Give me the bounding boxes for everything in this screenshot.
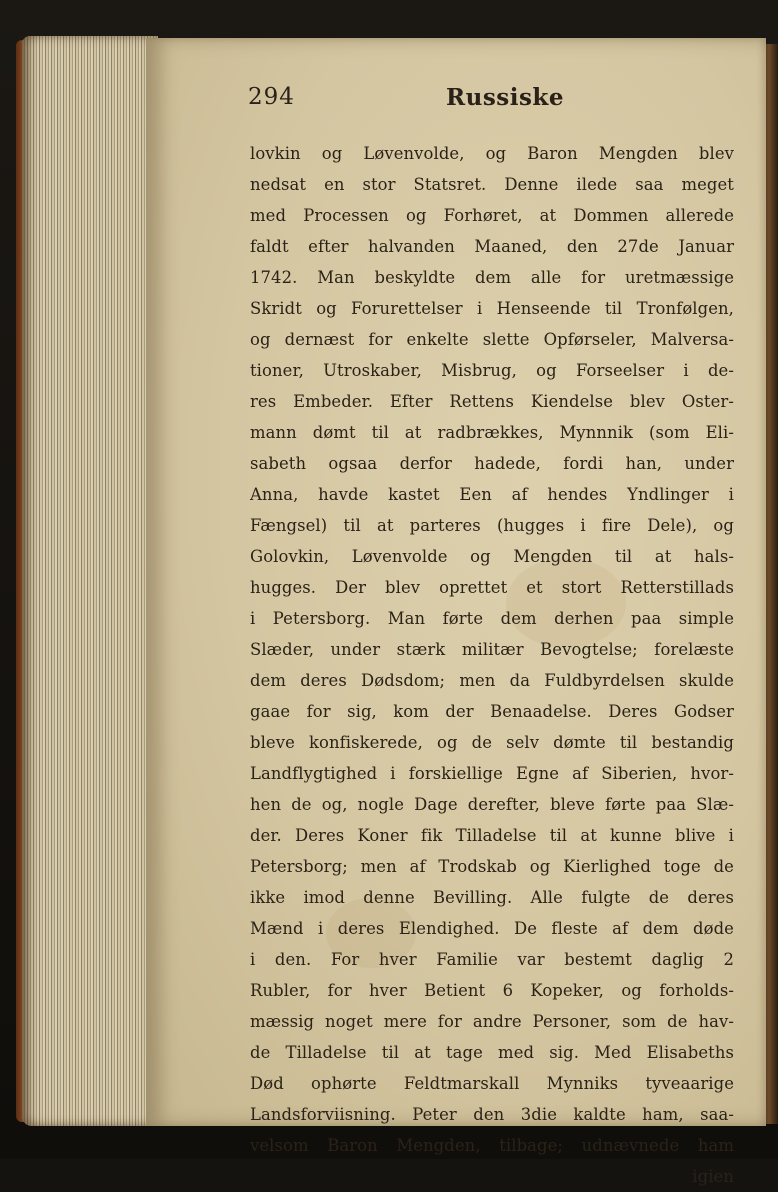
text-line: bleve konfiskerede, og de selv dømte til bestandig [250, 733, 734, 752]
text-line: Slæder, under stærk militær Bevogtelse; forelæste [250, 640, 734, 659]
text-line: nedsat en stor Statsret. Denne ilede saa meget [250, 175, 734, 194]
book-page [146, 38, 766, 1186]
text-line: i Petersborg. Man førte dem derhen paa simple [250, 609, 734, 628]
text-line: Død ophørte Feldtmarskall Mynniks tyveaarige [250, 1074, 734, 1093]
text-line: hugges. Der blev oprettet et stort Retterstillads [250, 578, 734, 597]
body-text [250, 138, 734, 1192]
page-header [146, 84, 766, 124]
text-line: Skridt og Forurettelser i Henseende til Tronfølgen, [250, 299, 734, 318]
catchword: igien [692, 1167, 734, 1186]
text-line: res Embeder. Efter Rettens Kiendelse blev Oster- [250, 392, 734, 411]
text-line: Anna, havde kastet Een af hendes Yndlinger i [250, 485, 734, 504]
book-page-edges [22, 36, 158, 1126]
text-line: og dernæst for enkelte slette Opførseler, Malversa- [250, 330, 734, 349]
text-line: de Tilladelse til at tage med sig. Med Elisabeths [250, 1043, 734, 1062]
text-line: Fængsel) til at parteres (hugges i fire Dele), og [250, 516, 734, 535]
text-line: lovkin og Løvenvolde, og Baron Mengden blev [250, 144, 734, 163]
running-title: Russiske [446, 84, 564, 111]
text-line: 1742. Man beskyldte dem alle for uretmæssige [250, 268, 734, 287]
text-line: der. Deres Koner fik Tilladelse til at kunne blive i [250, 826, 734, 845]
text-line: med Processen og Forhøret, at Dommen allerede [250, 206, 734, 225]
text-line: faldt efter halvanden Maaned, den 27de Januar [250, 237, 734, 256]
text-line: tioner, Utroskaber, Misbrug, og Forseelser i de- [250, 361, 734, 380]
text-line: i den. For hver Familie var bestemt daglig 2 [250, 950, 734, 969]
text-line: dem deres Dødsdom; men da Fuldbyrdelsen skulde [250, 671, 734, 690]
page-number: 294 [248, 84, 295, 110]
text-line: ikke imod denne Bevilling. Alle fulgte de deres [250, 888, 734, 907]
text-line: hen de og, nogle Dage derefter, bleve førte paa Slæ- [250, 795, 734, 814]
text-line: mann dømt til at radbrækkes, Mynnnik (som Eli- [250, 423, 734, 442]
text-line: Petersborg; men af Trodskab og Kierlighed toge de [250, 857, 734, 876]
text-line: mæssig noget mere for andre Personer, som de hav- [250, 1012, 734, 1031]
text-line: Mænd i deres Elendighed. De fleste af dem døde [250, 919, 734, 938]
text-line: sabeth ogsaa derfor hadede, fordi han, under [250, 454, 734, 473]
text-line: Rubler, for hver Betient 6 Kopeker, og forholds- [250, 981, 734, 1000]
text-line: gaae for sig, kom der Benaadelse. Deres Godser [250, 702, 734, 721]
text-line: velsom Baron Mengden, tilbage; udnævnede ham [250, 1136, 734, 1155]
text-line: Landflygtighed i forskiellige Egne af Siberien, hvor- [250, 764, 734, 783]
text-line: Golovkin, Løvenvolde og Mengden til at hals- [250, 547, 734, 566]
text-line: Landsforviisning. Peter den 3die kaldte ham, saa- [250, 1105, 734, 1124]
